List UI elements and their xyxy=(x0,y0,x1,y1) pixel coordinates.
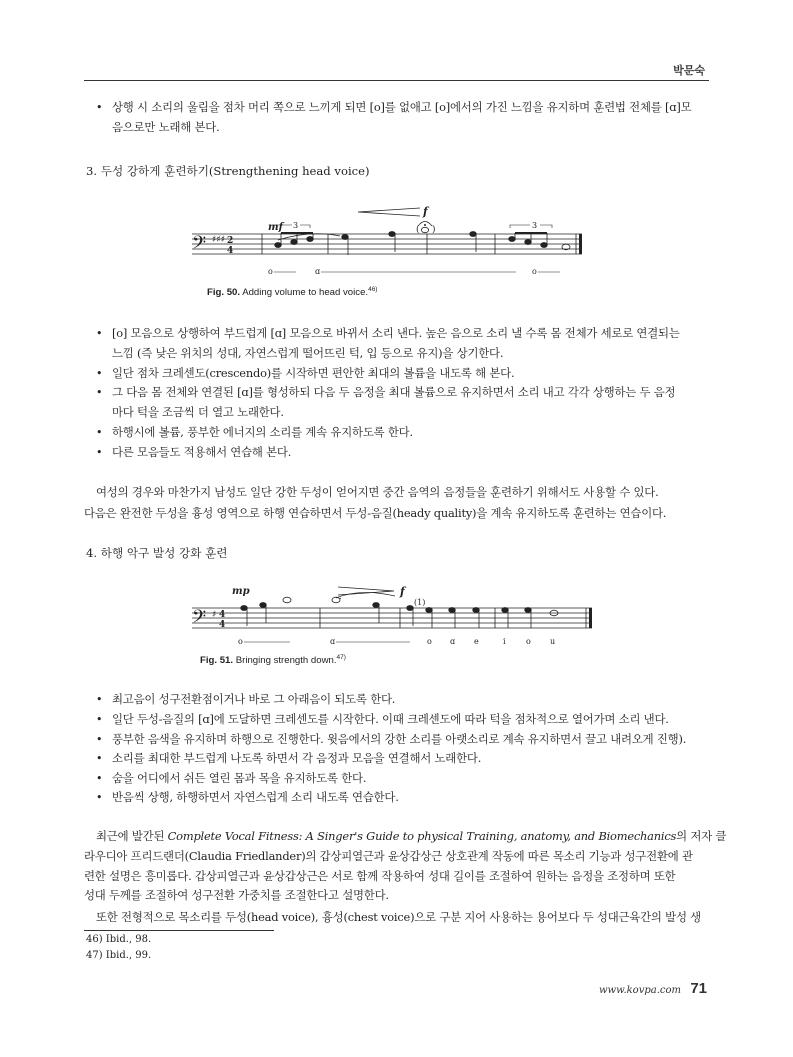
caption-text: Adding volume to head voice. xyxy=(240,287,369,299)
closing-line1 xyxy=(96,826,726,846)
closing-line3: 련한 설명은 흥미롭다. 갑상피열근과 윤상갑상근은 서로 함께 작용하여 성대 길이를 조절하여 원하는 음정을 조정하며 또한 xyxy=(84,869,676,883)
bullet-marker: • xyxy=(96,446,103,459)
bullet-marker: • xyxy=(96,733,103,746)
caption-ref: 47) xyxy=(336,654,346,661)
caption-text: Bringing strength down. xyxy=(233,655,337,667)
s3-bullet4: 하행시에 볼륨, 풍부한 에너지의 소리를 계속 유지하도록 한다. xyxy=(112,425,413,439)
bullet-marker: • xyxy=(96,327,103,340)
figure-51-caption xyxy=(200,654,346,666)
bullet-marker: • xyxy=(96,386,103,399)
svg-text:4: 4 xyxy=(219,620,226,630)
s3-bullet5: 다른 모음들도 적용해서 연습해 본다. xyxy=(112,445,292,459)
dynamic-f: f xyxy=(400,585,405,598)
vowel-u: u xyxy=(550,637,556,646)
bullet-marker: • xyxy=(96,772,103,785)
page-number: 71 xyxy=(690,980,707,997)
svg-text:𝄢: 𝄢 xyxy=(192,607,207,632)
vowel-o: o xyxy=(238,637,243,646)
svg-text:(: ( xyxy=(416,225,420,235)
vowel-a: ɑ xyxy=(330,637,336,646)
bullet-marker: • xyxy=(96,791,103,804)
svg-text:♯♯♯: ♯♯♯ xyxy=(212,235,226,245)
figure-50-caption xyxy=(207,286,377,298)
svg-text:4: 4 xyxy=(219,610,226,620)
vowel-a: ɑ xyxy=(315,267,321,276)
svg-text:𝄢: 𝄢 xyxy=(192,233,207,258)
triplet-mark: 3 xyxy=(293,221,299,230)
vowel-o: o xyxy=(526,637,531,646)
closing-line4: 성대 두께를 조절하여 성구전환 가중치를 조절한다고 설명한다. xyxy=(84,888,389,902)
s4-bullet5: 숨을 어디에서 쉬든 열린 몸과 목을 유지하도록 한다. xyxy=(112,771,367,785)
s4-bullet4: 소리를 최대한 부드럽게 나도록 하면서 각 음정과 모음을 연결해서 노래한다. xyxy=(112,751,482,765)
svg-text:2: 2 xyxy=(227,236,234,246)
svg-text:4: 4 xyxy=(227,246,234,256)
svg-text:♯: ♯ xyxy=(212,610,217,620)
fingering-mark: (1) xyxy=(414,598,426,607)
vowel-e: e xyxy=(474,637,479,646)
s3-paragraph-line1: 여성의 경우와 마찬가지 남성도 일단 강한 두성이 얻어지면 중간 음역의 음정들을 훈련하기 위해서도 사용할 수 있다. xyxy=(96,485,659,499)
bullet-marker: • xyxy=(96,713,103,726)
dynamic-mf: mf xyxy=(268,222,283,233)
s3-bullet2: 일단 점차 크레센도(crescendo)를 시작하면 편안한 최대의 볼륨을 내도록 해 본다. xyxy=(112,366,515,380)
footnote-rule xyxy=(84,930,274,931)
closing-line1-b: 의 저자 클 xyxy=(676,829,727,843)
running-header-author: 박문숙 xyxy=(673,64,705,77)
bullet-marker: • xyxy=(96,367,103,380)
closing-line1-a: 최근에 발간된 xyxy=(96,829,168,843)
s3-bullet3-line1: 그 다음 몸 전체와 연결된 [ɑ]를 형성하되 다음 두 음정을 최대 볼륨으로 유지하면서 소리 내고 각각 상행하는 두 음정 xyxy=(112,385,676,399)
footnote-46: 46) Ibid., 98. xyxy=(86,934,152,945)
bullet-marker: • xyxy=(96,693,103,706)
caption-label: Fig. 50. xyxy=(207,287,241,299)
vowel-o: o xyxy=(268,267,273,276)
closing-line2: 라우디아 프리드랜더(Claudia Friedlander)의 갑상피열근과 윤상갑상근 상호관계 작동에 따른 목소리 기능과 성구전환에 관 xyxy=(84,849,693,863)
caption-label: Fig. 51. xyxy=(200,655,234,667)
triplet-mark: 3 xyxy=(532,221,538,230)
bullet-marker: • xyxy=(96,752,103,765)
s4-bullet1: 최고음이 성구전환점이거나 바로 그 아래음이 되도록 한다. xyxy=(112,692,396,706)
s4-bullet3: 풍부한 음색을 유지하며 하행으로 진행한다. 윗음에서의 강한 소리를 아랫소리로 계속 유지하면서 끌고 내려오게 진행). xyxy=(112,732,687,746)
s3-bullet1-line1: [o] 모음으로 상행하여 부드럽게 [ɑ] 모음으로 바뀌서 소리 낸다. 높은 음으로 소리 낼 수록 몸 전체가 세로로 연결되는 xyxy=(112,326,680,340)
s4-bullet6: 반음씩 상행, 하행하면서 자연스럽게 소리 내도록 연습한다. xyxy=(112,790,399,804)
music-score-fig50 xyxy=(190,200,600,282)
section-3-title: 3. 두성 강하게 훈련하기(Strengthening head voice) xyxy=(86,164,370,178)
vowel-a: ɑ xyxy=(450,637,456,646)
dynamic-mp: mp xyxy=(232,586,250,597)
svg-text:): ) xyxy=(432,225,436,235)
bullet-marker: • xyxy=(96,101,103,114)
intro-bullet-line2: 음으로만 노래해 본다. xyxy=(112,120,220,134)
dynamic-f: f xyxy=(423,205,428,218)
s3-bullet3-line2: 마다 턱을 조금씩 더 열고 노래한다. xyxy=(112,405,284,419)
s3-paragraph-line2: 다음은 완전한 두성을 흉성 영역으로 하행 연습하면서 두성-음질(heady quality)을 계속 유지하도록 훈련하는 연습이다. xyxy=(84,506,667,520)
intro-bullet-line1: 상행 시 소리의 울림을 점차 머리 쪽으로 느끼게 되면 [o]를 없애고 [o]에서의 가진 느낌을 유지하며 훈련법 전체를 [ɑ]모 xyxy=(112,100,692,114)
vowel-o: o xyxy=(532,267,537,276)
s4-bullet2: 일단 두성-음질의 [ɑ]에 도달하면 크레센도를 시작한다. 이때 크레센도에 따라 턱을 점차적으로 열어가며 소리 낸다. xyxy=(112,712,669,726)
s3-bullet1-line2: 느낌 (즉 낮은 위치의 성대, 자연스럽게 떨어뜨린 턱, 입 등으로 유지)을 상기한다. xyxy=(112,346,504,360)
vowel-i: i xyxy=(503,637,506,646)
closing-line5: 또한 전형적으로 목소리를 두성(head voice), 흉성(chest voice)으로 구분 지어 사용하는 용어보다 두 성대근육간의 발성 생 xyxy=(96,910,701,924)
section-4-title: 4. 하행 악구 발성 강화 훈련 xyxy=(86,546,228,560)
header-rule xyxy=(84,80,709,81)
footer-url: www.kovpa.com xyxy=(598,985,681,996)
book-title: Complete Vocal Fitness: A Singer's Guide to physical Training, anatomy, and Biomechanics xyxy=(167,829,677,843)
svg-text:.: . xyxy=(339,592,342,601)
bullet-marker: • xyxy=(96,426,103,439)
vowel-o: o xyxy=(427,637,432,646)
footnote-47: 47) Ibid., 99. xyxy=(86,950,152,961)
caption-ref: 46) xyxy=(368,286,378,293)
music-score-fig51 xyxy=(190,578,600,650)
